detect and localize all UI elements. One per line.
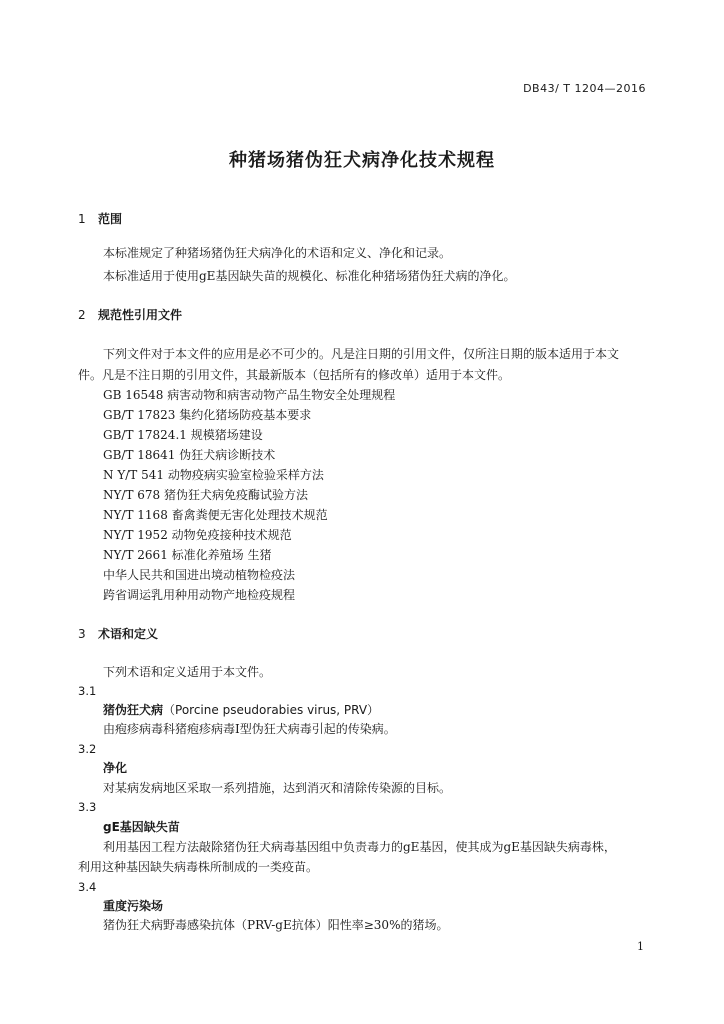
subsection-number: 3.1 bbox=[78, 684, 97, 698]
term-name: 重度污染场 bbox=[103, 899, 164, 913]
reference-item: 跨省调运乳用种用动物产地检疫规程 bbox=[103, 588, 296, 602]
paragraph: 件。凡是不注日期的引用文件，其最新版本（包括所有的修改单）适用于本文件。 bbox=[78, 368, 511, 382]
term-english: （Porcine pseudorabies virus, PRV） bbox=[163, 703, 380, 717]
term-name: 猪伪狂犬病 bbox=[103, 703, 164, 717]
section-3-heading bbox=[78, 625, 158, 642]
section-number: 3 bbox=[78, 627, 86, 641]
paragraph: 本标准规定了种猪场猪伪狂犬病净化的术语和定义、净化和记录。 bbox=[103, 246, 452, 260]
term-definition: 对某病发病地区采取一系列措施，达到消灭和清除传染源的目标。 bbox=[103, 781, 452, 795]
document-title: 种猪场猪伪狂犬病净化技术规程 bbox=[229, 150, 495, 171]
section-number: 1 bbox=[78, 212, 86, 226]
reference-item: GB/T 17824.1 规模猪场建设 bbox=[103, 428, 263, 442]
reference-item: 中华人民共和国进出境动植物检疫法 bbox=[103, 568, 296, 582]
term-heading bbox=[103, 759, 127, 776]
section-title: 范围 bbox=[98, 212, 123, 226]
reference-item: NY/T 1952 动物免疫接种技术规范 bbox=[103, 528, 292, 542]
reference-item: GB 16548 病害动物和病害动物产品生物安全处理规程 bbox=[103, 388, 396, 402]
reference-item: GB/T 17823 集约化猪场防疫基本要求 bbox=[103, 408, 312, 422]
subsection-number: 3.2 bbox=[78, 742, 97, 756]
paragraph: 下列文件对于本文件的应用是必不可少的。凡是注日期的引用文件，仅所注日期的版本适用于本文 bbox=[103, 347, 620, 361]
paragraph: 本标准适用于使用gE基因缺失苗的规模化、标准化种猪场猪伪狂犬病的净化。 bbox=[103, 269, 516, 283]
term-name: 净化 bbox=[103, 761, 128, 775]
paragraph: 下列术语和定义适用于本文件。 bbox=[103, 665, 272, 679]
reference-item: N Y/T 541 动物疫病实验室检验采样方法 bbox=[103, 468, 324, 482]
reference-item: NY/T 1168 畜禽粪便无害化处理技术规范 bbox=[103, 508, 328, 522]
term-heading bbox=[103, 701, 379, 718]
subsection-number: 3.4 bbox=[78, 880, 97, 894]
term-definition: 由疱疹病毒科猪疱疹病毒Ⅰ型伪狂犬病毒引起的传染病。 bbox=[103, 722, 396, 736]
term-definition: 猪伪狂犬病野毒感染抗体（PRV-gE抗体）阳性率≥30%的猪场。 bbox=[103, 918, 449, 932]
reference-item: NY/T 2661 标准化养殖场 生猪 bbox=[103, 548, 272, 562]
section-number: 2 bbox=[78, 308, 86, 322]
term-heading bbox=[103, 818, 180, 835]
section-title: 术语和定义 bbox=[98, 627, 159, 641]
term-heading bbox=[103, 897, 163, 914]
standard-code: DB43/ T 1204—2016 bbox=[523, 82, 646, 95]
term-name: gE基因缺失苗 bbox=[103, 820, 180, 834]
section-2-heading bbox=[78, 306, 182, 323]
reference-item: GB/T 18641 伪狂犬病诊断技术 bbox=[103, 448, 276, 462]
reference-item: NY/T 678 猪伪狂犬病免疫酶试验方法 bbox=[103, 488, 309, 502]
term-definition: 利用基因工程方法敲除猪伪狂犬病毒基因组中负责毒力的gE基因，使其成为gE基因缺失病毒株， bbox=[103, 840, 616, 854]
section-title: 规范性引用文件 bbox=[98, 308, 183, 322]
subsection-number: 3.3 bbox=[78, 800, 97, 814]
page-number: 1 bbox=[637, 940, 644, 953]
term-definition: 利用这种基因缺失病毒株所制成的一类疫苗。 bbox=[78, 860, 319, 874]
section-1-heading bbox=[78, 210, 122, 227]
